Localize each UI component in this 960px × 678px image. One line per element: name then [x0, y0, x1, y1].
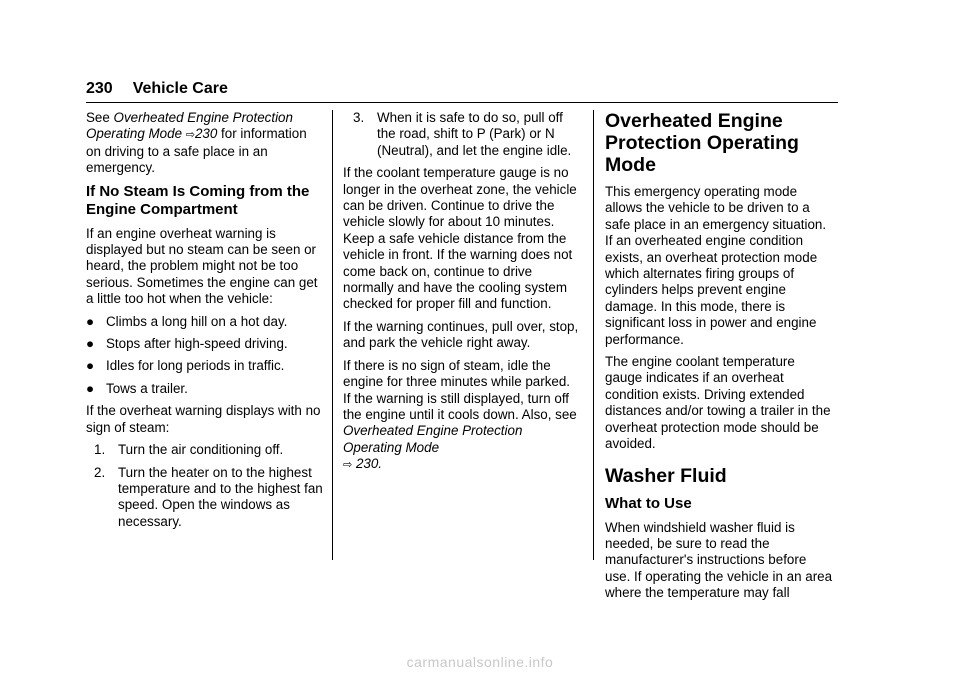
- section-title: Vehicle Care: [132, 80, 228, 97]
- numbered-list: [343, 110, 581, 159]
- list-item: [86, 358, 324, 374]
- step-text: Turn the air conditioning off.: [118, 442, 284, 458]
- cross-reference-page[interactable]: 230: [355, 456, 379, 472]
- list-item-text: Climbs a long hill on a hot day.: [106, 313, 288, 329]
- bullet-list: [86, 314, 324, 398]
- column-3: [605, 110, 833, 608]
- list-item: [86, 336, 324, 352]
- paragraph-text: If there is no sign of steam, idle the engine for three minutes while parked. If the warning is still displayed, turn off the engine until it cools down. Also, see: [343, 357, 577, 422]
- list-item: [86, 465, 324, 531]
- section-heading: Overheated Engine Protection Operating Mode: [605, 110, 799, 176]
- list-item-text: Stops after high-speed driving.: [106, 336, 288, 352]
- cross-reference-link[interactable]: Overheated Engine Protection Operating Mode: [343, 423, 523, 455]
- paragraph: The engine coolant temperature gauge indicates if an overheat condition exists. Driving extended distances and/or towing a trailer in the overheat protection mode should be avoided.: [605, 354, 831, 452]
- list-item: [86, 314, 324, 330]
- bullet-icon: ●: [86, 336, 95, 352]
- paragraph: This emergency operating mode allows the vehicle to be driven to a safe place in an emergency situation. If an overheated engine condition exists, an overheat protection mode which alternates firing groups of cylinders helps prevent engine damage. In this mode, there is significant loss in power and engine performance.: [605, 184, 827, 347]
- page-ref-arrow-icon: ⇨: [343, 459, 353, 472]
- paragraph: If an engine overheat warning is displayed but no steam can be seen or heard, the problem might not be too serious. Sometimes the engine can get a little too hot when the vehicle:: [86, 225, 318, 307]
- bullet-icon: ●: [86, 358, 95, 374]
- subsection-heading: What to Use: [605, 494, 692, 512]
- intro-pre: See: [86, 110, 114, 125]
- cross-reference-link[interactable]: Overheated Engine Protection Operating Mode: [86, 110, 293, 142]
- list-item: [343, 110, 581, 159]
- numbered-list: [86, 442, 324, 530]
- column-2: [343, 110, 581, 480]
- period: .: [378, 456, 383, 472]
- column-divider-1: [332, 110, 333, 560]
- step-text: When it is safe to do so, pull off the road, shift to P (Park) or N (Neutral), and let the engine idle.: [377, 110, 572, 158]
- step-text: Turn the heater on to the highest temperature and to the highest fan speed. Open the windows as necessary.: [118, 464, 323, 529]
- bullet-icon: ●: [86, 313, 95, 329]
- section-heading: If No Steam Is Coming from the Engine Compartment: [86, 182, 310, 218]
- cross-reference-page[interactable]: 230: [194, 126, 218, 142]
- header-rule: [86, 102, 838, 103]
- paragraph: [343, 358, 581, 474]
- column-1: [86, 110, 324, 536]
- intro-paragraph: [86, 110, 324, 177]
- list-item: [86, 381, 324, 397]
- step-number: 3.: [353, 110, 365, 125]
- intro-post: for information on driving to a safe place in an emergency.: [86, 126, 307, 176]
- page-number: 230: [86, 80, 113, 97]
- step-number: 2.: [94, 464, 106, 480]
- list-item: [86, 442, 324, 458]
- paragraph: If the coolant temperature gauge is no longer in the overheat zone, the vehicle can be driven. Continue to drive the vehicle slowly for about 10 minutes. Keep a safe vehicle distance from the vehicle in front. If the warning does not come back on, continue to drive normally and have the cooling system checked for proper fill and function.: [343, 165, 577, 312]
- column-divider-2: [593, 110, 594, 560]
- list-item-text: Tows a trailer.: [106, 380, 188, 396]
- step-number: 1.: [94, 442, 106, 458]
- list-item-text: Idles for long periods in traffic.: [106, 358, 285, 374]
- watermark: carmanualsonline.info: [406, 654, 554, 670]
- paragraph: When windshield washer fluid is needed, be sure to read the manufacturer's instructions before use. If operating the vehicle in an area where the temperature may fall: [605, 519, 833, 601]
- page-header: [86, 80, 838, 98]
- paragraph: If the warning continues, pull over, stop, and park the vehicle right away.: [343, 318, 579, 351]
- bullet-icon: ●: [86, 380, 95, 396]
- page-ref-arrow-icon: ⇨: [185, 129, 195, 142]
- section-heading: Washer Fluid: [605, 464, 727, 487]
- paragraph: If the overheat warning displays with no sign of steam:: [86, 403, 321, 435]
